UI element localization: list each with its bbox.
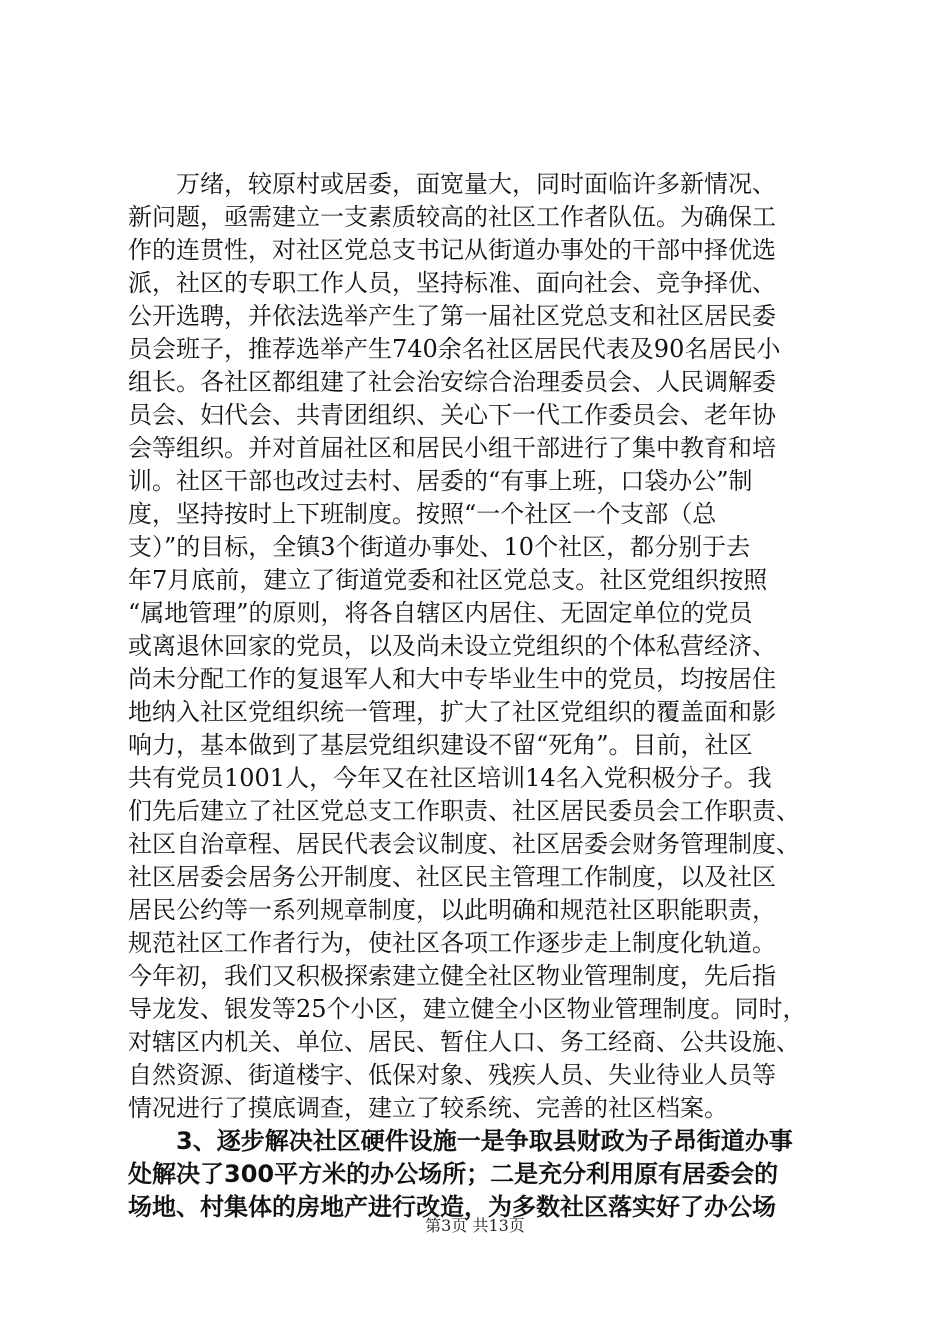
text-line: 居民公约等一系列规章制度，以此明确和规范社区职能职责， <box>128 896 776 924</box>
page-number: 第3页 共13页 <box>425 1216 525 1235</box>
text-line: 组长。各社区都组建了社会治安综合治理委员会、人民调解委 <box>128 368 776 396</box>
text-line: 年7月底前，建立了街道党委和社区党总支。社区党组织按照 <box>128 566 768 594</box>
text-line: 导龙发、银发等25个小区，建立健全小区物业管理制度。同时， <box>128 995 807 1023</box>
text-line: 派，社区的专职工作人员，坚持标准、面向社会、竞争择优、 <box>128 269 776 297</box>
text-line: 员会班子，推荐选举产生740余名社区居民代表及90名居民小 <box>128 335 781 363</box>
text-line: “属地管理”的原则，将各自辖区内居住、无固定单位的党员 <box>128 599 753 627</box>
text-line: 对辖区内机关、单位、居民、暂住人口、务工经商、公共设施、 <box>128 1028 800 1056</box>
text-line: 万绪，较原村或居委，面宽量大，同时面临许多新情况、 <box>176 170 776 198</box>
text-line: 们先后建立了社区党总支工作职责、社区居民委员会工作职责、 <box>128 797 800 825</box>
body-text <box>128 168 834 1224</box>
text-line: 训。社区干部也改过去村、居委的“有事上班，口袋办公”制 <box>128 467 753 495</box>
text-line: 社区居委会居务公开制度、社区民主管理工作制度，以及社区 <box>128 863 776 891</box>
text-line: 场地、村集体的房地产进行改造，为多数社区落实好了办公场 <box>128 1193 776 1221</box>
text-line: 或离退休回家的党员，以及尚未设立党组织的个体私营经济、 <box>128 632 776 660</box>
text-line: 尚未分配工作的复退军人和大中专毕业生中的党员，均按居住 <box>128 665 776 693</box>
text-line: 响力，基本做到了基层党组织建设不留“死角”。目前，社区 <box>128 731 753 759</box>
text-line: 情况进行了摸底调查，建立了较系统、完善的社区档案。 <box>128 1094 728 1122</box>
text-line: 处解决了300平方米的办公场所；二是充分利用原有居委会的 <box>128 1160 779 1188</box>
text-line: 地纳入社区党组织统一管理，扩大了社区党组织的覆盖面和影 <box>128 698 776 726</box>
text-line: 新问题，亟需建立一支素质较高的社区工作者队伍。为确保工 <box>128 203 776 231</box>
text-line: 会等组织。并对首届社区和居民小组干部进行了集中教育和培 <box>128 434 776 462</box>
text-line: 共有党员1001人，今年又在社区培训14名入党积极分子。我 <box>128 764 772 792</box>
section-heading-line: 3、逐步解决社区硬件设施一是争取县财政为子昂街道办事 <box>176 1127 793 1155</box>
text-line: 作的连贯性，对社区党总支书记从街道办事处的干部中择优选 <box>128 236 776 264</box>
text-line: 今年初，我们又积极探索建立健全社区物业管理制度，先后指 <box>128 962 776 990</box>
text-line: 公开选聘，并依法选举产生了第一届社区党总支和社区居民委 <box>128 302 776 330</box>
text-line: 社区自治章程、居民代表会议制度、社区居委会财务管理制度、 <box>128 830 800 858</box>
text-line: 规范社区工作者行为，使社区各项工作逐步走上制度化轨道。 <box>128 929 776 957</box>
page-footer <box>0 1216 950 1236</box>
text-line: 度，坚持按时上下班制度。按照“一个社区一个支部（总 <box>128 500 717 528</box>
text-line: 自然资源、街道楼宇、低保对象、残疾人员、失业待业人员等 <box>128 1061 776 1089</box>
text-line: 员会、妇代会、共青团组织、关心下一代工作委员会、老年协 <box>128 401 776 429</box>
text-line: 支）”的目标，全镇3个街道办事处、10个社区，都分别于去 <box>128 533 751 561</box>
